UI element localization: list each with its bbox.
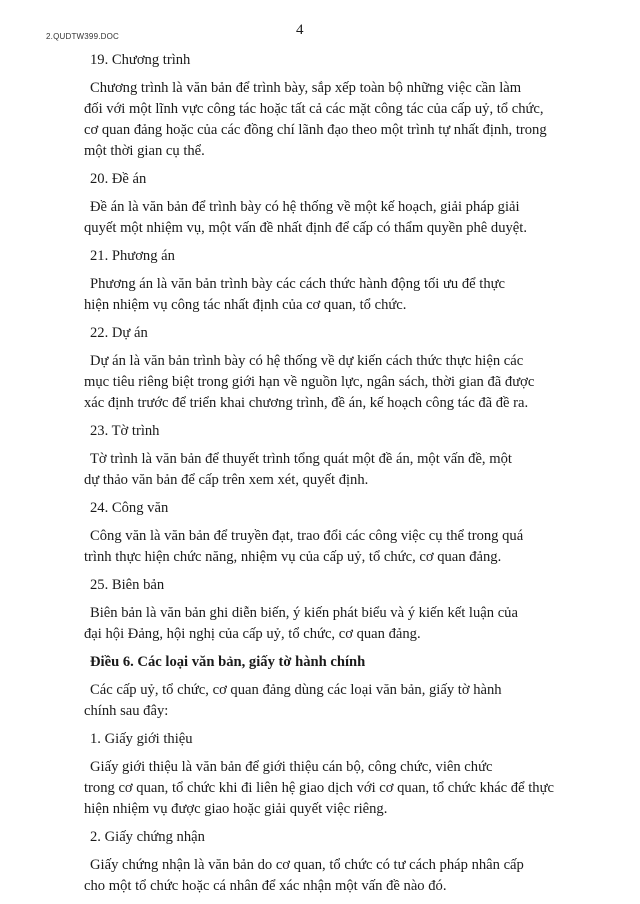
section-heading: 20. Đề án [90,171,147,187]
section-heading: 21. Phương án [90,248,175,264]
paragraph-line: quyết một nhiệm vụ, một vấn đề nhất định để cấp có thẩm quyền phê duyệt. [84,220,527,236]
paragraph-line: Phương án là văn bản trình bày các cách thức hành động tối ưu để thực [90,276,506,292]
paragraph-line: Dự án là văn bản trình bày có hệ thống về dự kiến cách thức thực hiện các [90,353,524,369]
paragraph [84,603,574,645]
article-heading: Điều 6. Các loại văn bản, giấy tờ hành chính [90,654,366,670]
section-heading: 25. Biên bản [90,577,165,593]
paragraph-line: một thời gian cụ thể. [84,143,205,159]
paragraph [84,351,574,414]
document-code: 2.QUDTW399.DOC [46,32,120,41]
paragraph [84,757,574,820]
paragraph-line: Biên bản là văn bản ghi diễn biến, ý kiến phát biểu và ý kiến kết luận của [90,605,518,621]
paragraph [84,449,574,491]
paragraph [84,855,574,897]
paragraph-line: Công văn là văn bản để truyền đạt, trao đổi các công việc cụ thể trong quá [90,528,524,544]
paragraph-line: đối với một lĩnh vực công tác hoặc tất cả các mặt công tác của cấp uỷ, tổ chức, [84,101,544,117]
paragraph [84,274,574,316]
paragraph-line: chính sau đây: [84,703,169,719]
paragraph-line: dự thảo văn bản để cấp trên xem xét, quyết định. [84,472,369,488]
paragraph-line: mục tiêu riêng biệt trong giới hạn về nguồn lực, ngân sách, thời gian đã được [84,374,535,390]
paragraph-line: cho một tổ chức hoặc cá nhân để xác nhận một vấn đề nào đó. [84,878,447,894]
paragraph-line: xác định trước để triển khai chương trình, đề án, kế hoạch công tác đã đề ra. [84,395,529,411]
paragraph-line: hiện nhiệm vụ công tác nhất định của cơ quan, tổ chức. [84,297,407,313]
paragraph-line: trình thực hiện chức năng, nhiệm vụ của cấp uỷ, tổ chức, cơ quan đảng. [84,549,502,565]
paragraph-line: đại hội Đảng, hội nghị của cấp uỷ, tổ chức, cơ quan đảng. [84,626,421,642]
paragraph-line: Tờ trình là văn bản để thuyết trình tổng quát một đề án, một vấn đề, một [90,451,512,467]
paragraph-line: Giấy giới thiệu là văn bản để giới thiệu cán bộ, công chức, viên chức [90,759,493,775]
section-heading: 24. Công văn [90,500,169,516]
paragraph [84,197,574,239]
paragraph-line: Đề án là văn bản để trình bày có hệ thống về một kế hoạch, giải pháp giải [90,199,520,215]
paragraph [84,680,574,722]
paragraph-line: Giấy chứng nhận là văn bản do cơ quan, tổ chức có tư cách pháp nhân cấp [90,857,524,873]
paragraph-line: Chương trình là văn bản để trình bày, sắp xếp toàn bộ những việc cần làm [90,80,522,96]
paragraph [84,78,574,162]
paragraph-line: Các cấp uỷ, tổ chức, cơ quan đảng dùng các loại văn bản, giấy tờ hành [90,682,502,698]
section-heading: 1. Giấy giới thiệu [90,731,193,747]
section-heading: 23. Tờ trình [90,423,160,439]
section-heading: 22. Dự án [90,325,148,341]
document-body [84,50,574,897]
section-heading: 2. Giấy chứng nhận [90,829,205,845]
paragraph-line: trong cơ quan, tổ chức khi đi liên hệ giao dịch với cơ quan, tổ chức khác để thực [84,780,554,796]
paragraph [84,526,574,568]
section-heading: 19. Chương trình [90,52,191,68]
paragraph-line: cơ quan đảng hoặc của các đồng chí lãnh đạo theo một trình tự nhất định, trong [84,122,547,138]
page-number: 4 [296,22,304,38]
paragraph-line: hiện nhiệm vụ được giao hoặc giải quyết việc riêng. [84,801,388,817]
